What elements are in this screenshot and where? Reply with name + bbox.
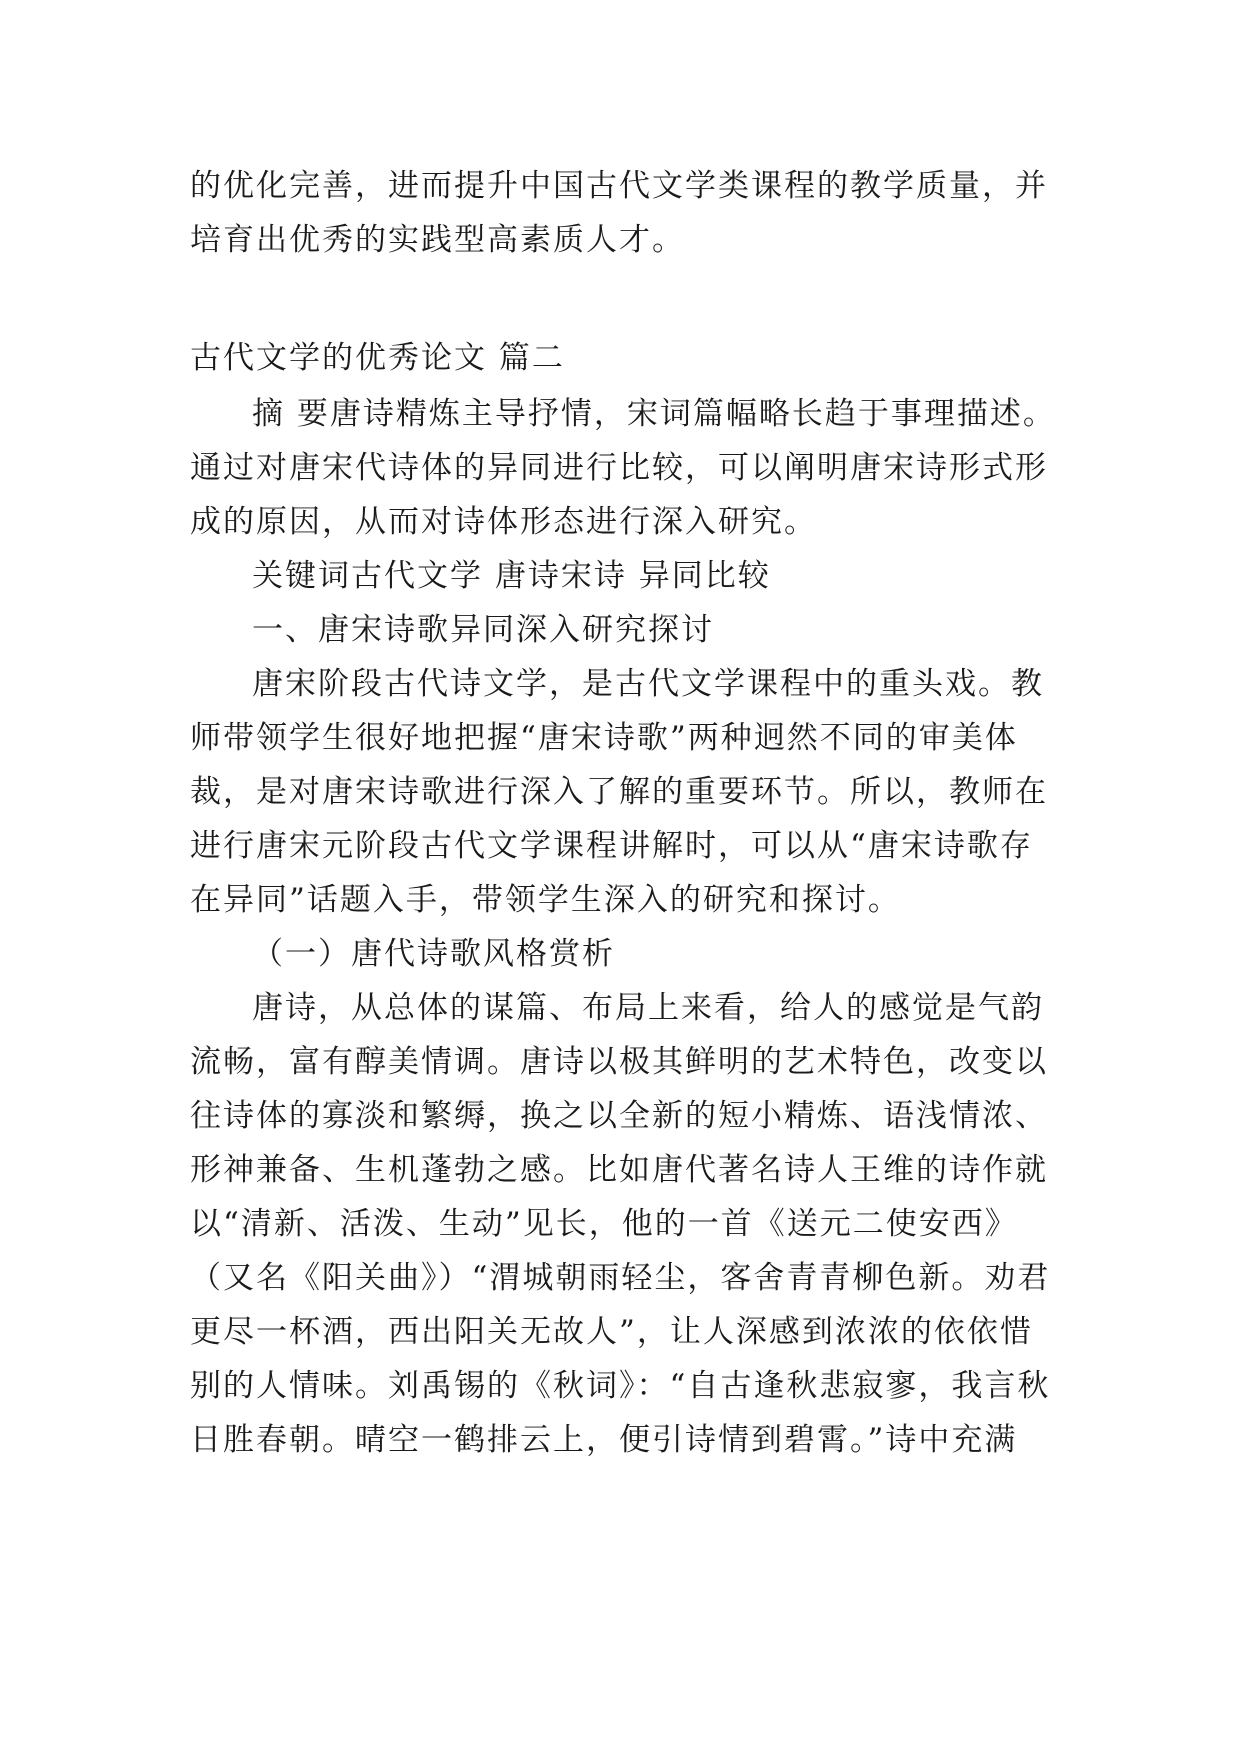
paragraph-line: 流畅，富有醇美情调。唐诗以极其鲜明的艺术特色，改变以 — [190, 1044, 1048, 1080]
abstract-line: 通过对唐宋代诗体的异同进行比较，可以阐明唐宋诗形式形 — [190, 450, 1048, 486]
paragraph-line: 在异同”话题入手，带领学生深入的研究和探讨。 — [190, 882, 901, 918]
paragraph-line: 日胜春朝。晴空一鹤排云上，便引诗情到碧霄。”诗中充满 — [190, 1422, 1018, 1458]
paragraph-line: 的优化完善，进而提升中国古代文学类课程的教学质量，并 — [190, 168, 1048, 204]
heading-level-1: 一、唐宋诗歌异同深入研究探讨 — [252, 612, 714, 648]
paragraph-line: 裁，是对唐宋诗歌进行深入了解的重要环节。所以，教师在 — [190, 774, 1048, 810]
paragraph-line: 师带领学生很好地把握“唐宋诗歌”两种迥然不同的审美体 — [190, 720, 1018, 756]
paragraph-line: 形神兼备、生机蓬勃之感。比如唐代著名诗人王维的诗作就 — [190, 1152, 1048, 1188]
subheading: （一）唐代诗歌风格赏析 — [252, 936, 615, 972]
abstract-line: 成的原因，从而对诗体形态进行深入研究。 — [190, 504, 817, 540]
paragraph-line: 唐诗，从总体的谋篇、布局上来看，给人的感觉是气韵 — [252, 990, 1044, 1026]
section-heading: 古代文学的优秀论文 篇二 — [190, 340, 565, 376]
keywords-line: 关键词古代文学 唐诗宋诗 异同比较 — [252, 558, 771, 594]
paragraph-line: 进行唐宋元阶段古代文学课程讲解时，可以从“唐宋诗歌存 — [190, 828, 1033, 864]
paragraph-line: 更尽一杯酒，西出阳关无故人”，让人深感到浓浓的依依惜 — [190, 1314, 1033, 1350]
paragraph-line: 往诗体的寡淡和繁缛，换之以全新的短小精炼、语浅情浓、 — [190, 1098, 1048, 1134]
paragraph-line: （又名《阳关曲》）“渭城朝雨轻尘，客舍青青柳色新。劝君 — [190, 1260, 1051, 1296]
abstract-line: 摘 要唐诗精炼主导抒情，宋词篇幅略长趋于事理描述。 — [252, 396, 1056, 432]
paragraph-line: 唐宋阶段古代诗文学，是古代文学课程中的重头戏。教 — [252, 666, 1044, 702]
paragraph-line: 培育出优秀的实践型高素质人才。 — [190, 222, 685, 258]
paragraph-line: 以“清新、活泼、生动”见长，他的一首《送元二使安西》 — [190, 1206, 1018, 1242]
paragraph-line: 别的人情味。刘禹锡的《秋词》：“自古逢秋悲寂寥，我言秋 — [190, 1368, 1051, 1404]
